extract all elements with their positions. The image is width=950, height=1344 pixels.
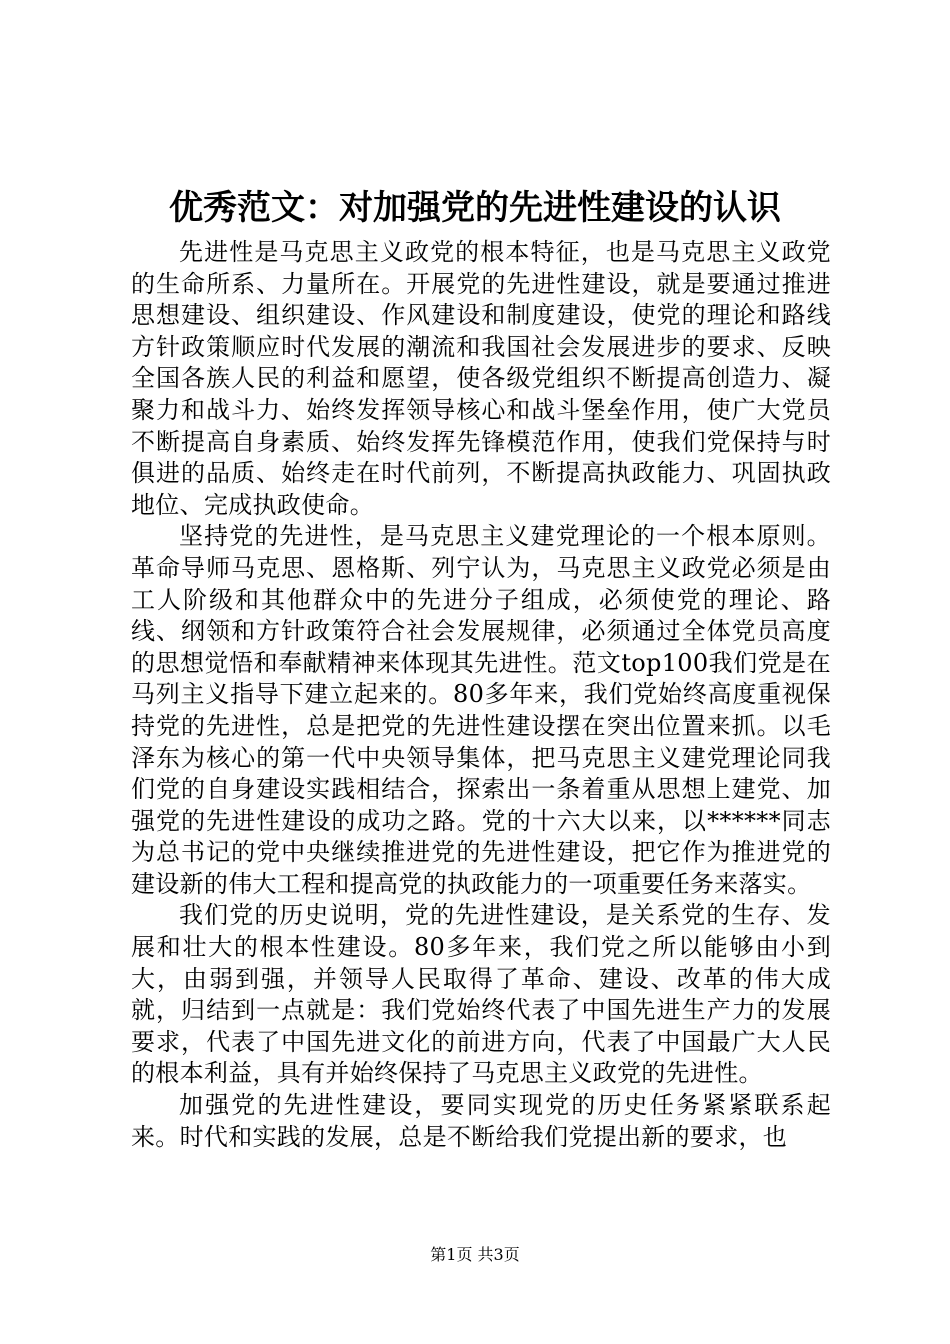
paragraph-4: 加强党的先进性建设，要同实现党的历史任务紧紧联系起来。时代和实践的发展，总是不断给我们党提出新的要求，也	[131, 1091, 831, 1151]
page-number-footer: 第1页 共3页	[430, 1245, 520, 1264]
document-body	[131, 237, 831, 1153]
paragraph-1: 先进性是马克思主义政党的根本特征，也是马克思主义政党的生命所系、力量所在。开展党的先进性建设，就是要通过推进思想建设、组织建设、作风建设和制度建设，使党的理论和路线方针政策顺应时代发展的潮流和我国社会发展进步的要求、反映全国各族人民的利益和愿望，使各级党组织不断提高创造力、凝聚力和战斗力、始终发挥领导核心和战斗堡垒作用，使广大党员不断提高自身素质、始终发挥先锋模范作用，使我们党保持与时俱进的品质、始终走在时代前列，不断提高执政能力、巩固执政地位、完成执政使命。	[131, 238, 831, 519]
document-title: 优秀范文：对加强党的先进性建设的认识	[169, 188, 781, 228]
paragraph-2: 坚持党的先进性，是马克思主义建党理论的一个根本原则。革命导师马克思、恩格斯、列宁认为，马克思主义政党必须是由工人阶级和其他群众中的先进分子组成，必须使党的理论、路线、纲领和方针政策符合社会发展规律，必须通过全体党员高度的思想觉悟和奉献精神来体现其先进性。范文top100我们党是在马列主义指导下建立起来的。80多年来，我们党始终高度重视保持党的先进性，总是把党的先进性建设摆在突出位置来抓。以毛泽东为核心的第一代中央领导集体，把马克思主义建党理论同我们党的自身建设实践相结合，探索出一条着重从思想上建党、加强党的先进性建设的成功之路。党的十六大以来，以******同志为总书记的党中央继续推进党的先进性建设，把它作为推进党的建设新的伟大工程和提高党的执政能力的一项重要任务来落实。	[131, 522, 831, 898]
paragraph-3: 我们党的历史说明，党的先进性建设，是关系党的生存、发展和壮大的根本性建设。80多年来，我们党之所以能够由小到大，由弱到强，并领导人民取得了革命、建设、改革的伟大成就，归结到一点就是：我们党始终代表了中国先进生产力的发展要求，代表了中国先进文化的前进方向，代表了中国最广大人民的根本利益，具有并始终保持了马克思主义政党的先进性。	[131, 901, 831, 1088]
